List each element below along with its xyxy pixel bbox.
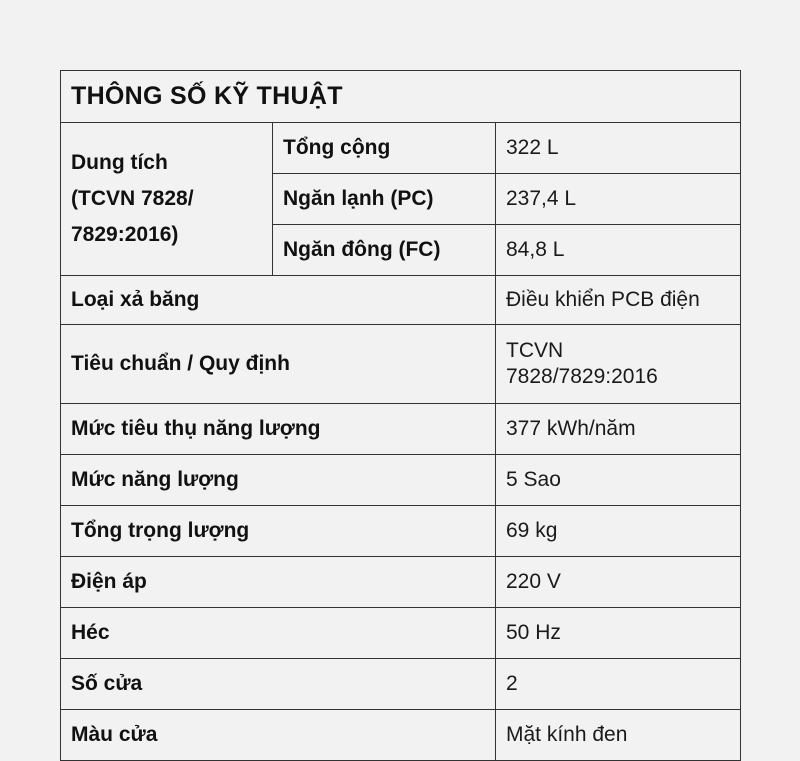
- spec-label: Tiêu chuẩn / Quy định: [61, 325, 496, 404]
- capacity-fridge-value: 237,4 L: [496, 174, 741, 225]
- spec-table: [60, 70, 741, 761]
- spec-value: 377 kWh/năm: [496, 404, 741, 455]
- table-row: [61, 325, 741, 404]
- spec-label: Số cửa: [61, 659, 496, 710]
- capacity-freezer-value: 84,8 L: [496, 225, 741, 276]
- spec-value: Điều khiển PCB điện: [496, 276, 741, 325]
- spec-title: THÔNG SỐ KỸ THUẬT: [61, 71, 741, 123]
- capacity-label: [61, 123, 273, 276]
- capacity-label-line: 7829:2016): [71, 223, 179, 246]
- spec-label: Tổng trọng lượng: [61, 506, 496, 557]
- spec-value: [496, 325, 741, 404]
- table-row: [61, 404, 741, 455]
- capacity-label-line: Dung tích: [71, 151, 168, 174]
- table-row: [61, 608, 741, 659]
- spec-label: Loại xả băng: [61, 276, 496, 325]
- spec-sheet: [60, 70, 740, 761]
- title-row: [61, 71, 741, 123]
- spec-value: Mặt kính đen: [496, 710, 741, 761]
- spec-value-line: TCVN: [506, 339, 564, 362]
- spec-label: Màu cửa: [61, 710, 496, 761]
- spec-label: Mức năng lượng: [61, 455, 496, 506]
- spec-value: 2: [496, 659, 741, 710]
- capacity-total-value: 322 L: [496, 123, 741, 174]
- capacity-freezer-label: Ngăn đông (FC): [273, 225, 496, 276]
- capacity-total-label: Tổng cộng: [273, 123, 496, 174]
- table-row: [61, 123, 741, 174]
- capacity-label-line: (TCVN 7828/: [71, 187, 194, 210]
- table-row: [61, 710, 741, 761]
- capacity-fridge-label: Ngăn lạnh (PC): [273, 174, 496, 225]
- table-row: [61, 557, 741, 608]
- table-row: [61, 506, 741, 557]
- spec-label: Héc: [61, 608, 496, 659]
- spec-label: Mức tiêu thụ năng lượng: [61, 404, 496, 455]
- spec-value: 50 Hz: [496, 608, 741, 659]
- spec-value: 5 Sao: [496, 455, 741, 506]
- spec-value: 220 V: [496, 557, 741, 608]
- table-row: [61, 659, 741, 710]
- spec-label: Điện áp: [61, 557, 496, 608]
- table-row: [61, 455, 741, 506]
- table-row: [61, 276, 741, 325]
- spec-value: 69 kg: [496, 506, 741, 557]
- spec-value-line: 7828/7829:2016: [506, 365, 658, 388]
